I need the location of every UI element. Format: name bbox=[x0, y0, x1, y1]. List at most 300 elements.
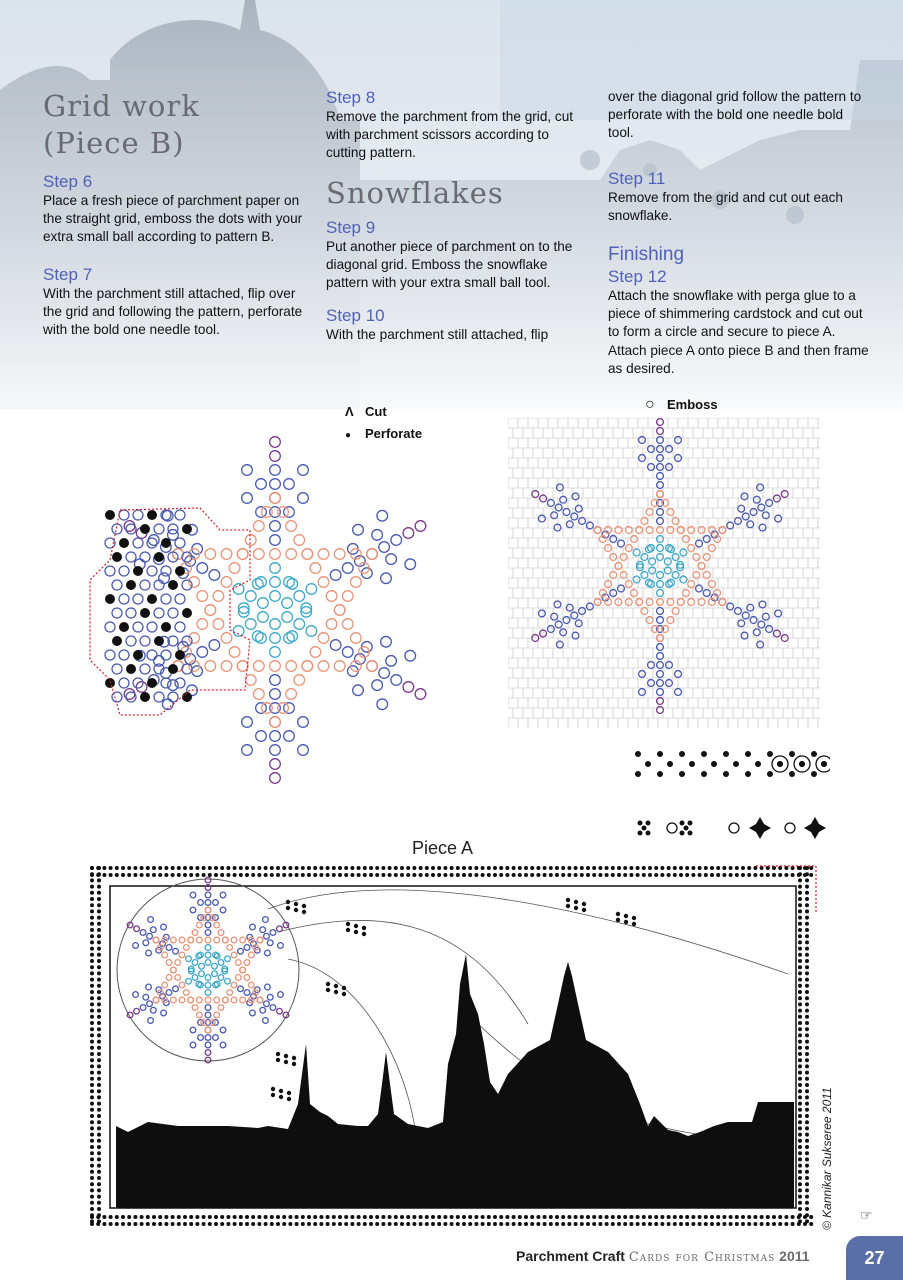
perforation-dot bbox=[97, 1021, 101, 1025]
perforation-dot bbox=[798, 965, 802, 969]
emboss-dot bbox=[286, 661, 297, 672]
emboss-dot bbox=[188, 997, 194, 1003]
perforation-dot bbox=[109, 1222, 113, 1226]
perforation-dot bbox=[369, 866, 373, 870]
perforation-dot bbox=[685, 1215, 689, 1219]
perforation-dot bbox=[133, 866, 137, 870]
perforation-dot bbox=[487, 1222, 491, 1226]
emboss-dot bbox=[196, 1012, 202, 1018]
emboss-dot bbox=[657, 644, 664, 651]
emboss-dot bbox=[242, 493, 253, 504]
emboss-dot bbox=[205, 1005, 211, 1011]
emboss-dot bbox=[594, 599, 601, 606]
emboss-dot bbox=[229, 647, 240, 658]
perforation-dot bbox=[805, 1064, 809, 1068]
emboss-dot bbox=[298, 493, 309, 504]
perforation-dot bbox=[805, 1145, 809, 1149]
emboss-dot bbox=[150, 927, 156, 933]
emboss-dot bbox=[168, 680, 179, 691]
emboss-dot bbox=[646, 527, 653, 534]
emboss-dot bbox=[758, 621, 765, 628]
emboss-dot bbox=[179, 937, 185, 943]
perforation-dot bbox=[97, 1046, 101, 1050]
perforation-dot bbox=[90, 1015, 94, 1019]
perforation-dot bbox=[685, 873, 689, 877]
perforation-dot bbox=[97, 885, 101, 889]
perforation-dot bbox=[264, 1222, 268, 1226]
emboss-dot bbox=[198, 900, 204, 906]
perforation-dot bbox=[431, 866, 435, 870]
perforation-dot bbox=[798, 1058, 802, 1062]
emboss-dot bbox=[140, 636, 150, 646]
emboss-dot bbox=[227, 990, 233, 996]
perforation-dot bbox=[798, 1009, 802, 1013]
emboss-dot bbox=[633, 576, 640, 583]
perforation-cluster-dot bbox=[276, 1058, 280, 1062]
perforation-dot bbox=[646, 831, 651, 836]
perforation-dot bbox=[688, 831, 693, 836]
perforation-dot bbox=[301, 1215, 305, 1219]
perforation-dot bbox=[363, 866, 367, 870]
emboss-dot bbox=[579, 608, 586, 615]
emboss-dot bbox=[657, 608, 664, 615]
perforation-cluster-dot bbox=[286, 900, 290, 904]
perforation-dot bbox=[90, 903, 94, 907]
perforation-dot bbox=[307, 1222, 311, 1226]
perforation-dot bbox=[462, 873, 466, 877]
emboss-dot bbox=[351, 633, 362, 644]
step12-text: Attach the snowflake with perga glue to a piece of shimmering cardstock and cut out to form a circle and secure to piece A. Attach piece A onto piece B and then frame as desired. bbox=[608, 288, 869, 376]
perforation-dot bbox=[326, 873, 330, 877]
emboss-dot bbox=[741, 493, 748, 500]
emboss-dot bbox=[759, 601, 766, 608]
perforation-dot bbox=[462, 1215, 466, 1219]
perforation-dot bbox=[679, 1222, 683, 1226]
emboss-dot bbox=[551, 613, 558, 620]
perforation-dot bbox=[723, 751, 729, 757]
perforation-dot bbox=[679, 1215, 683, 1219]
perforation-dot bbox=[146, 1222, 150, 1226]
perforation-dot bbox=[611, 1215, 615, 1219]
perforation-cluster-dot bbox=[286, 906, 290, 910]
perforation-dot bbox=[735, 1215, 739, 1219]
emboss-dot bbox=[719, 599, 726, 606]
perforation-dot bbox=[388, 866, 392, 870]
perforation-dot bbox=[623, 1215, 627, 1219]
perforation-dot bbox=[97, 922, 101, 926]
perforation-dot bbox=[574, 1222, 578, 1226]
perforation-dot bbox=[257, 1222, 261, 1226]
emboss-dot bbox=[270, 717, 281, 728]
perforation-dot bbox=[127, 1215, 131, 1219]
perforation-dot bbox=[97, 909, 101, 913]
perforation-dot bbox=[90, 1133, 94, 1137]
emboss-dot bbox=[639, 437, 646, 444]
emboss-dot bbox=[140, 580, 150, 590]
perforation-dot bbox=[140, 1222, 144, 1226]
perforate-dot-icon: ● bbox=[345, 430, 352, 441]
perforation-dot bbox=[784, 1222, 788, 1226]
perforation-dot bbox=[90, 1219, 94, 1223]
perforation-dot bbox=[425, 1215, 429, 1219]
perforation-dot bbox=[805, 1219, 809, 1223]
perforation-dot bbox=[698, 1215, 702, 1219]
emboss-dot bbox=[198, 1035, 204, 1041]
perforation-dot bbox=[580, 873, 584, 877]
emboss-dot bbox=[696, 585, 703, 592]
perforation-dot bbox=[164, 1215, 168, 1219]
perforation-dot bbox=[716, 1222, 720, 1226]
emboss-dot bbox=[415, 521, 426, 532]
perforation-dot bbox=[245, 1222, 249, 1226]
perforation-dot bbox=[208, 1222, 212, 1226]
perforation-dot bbox=[561, 873, 565, 877]
perforation-dot bbox=[811, 771, 817, 777]
emboss-dot bbox=[306, 584, 317, 595]
perforation-dot bbox=[805, 1077, 809, 1081]
emboss-dot bbox=[222, 937, 228, 943]
perforation-dot bbox=[456, 873, 460, 877]
perforation-dot bbox=[798, 1151, 802, 1155]
perforation-dot bbox=[805, 1188, 809, 1192]
step11-title: Step 11 bbox=[608, 168, 666, 188]
perforation-dot bbox=[667, 1215, 671, 1219]
emboss-dot bbox=[196, 922, 202, 928]
perforation-dot bbox=[97, 1064, 101, 1068]
perforation-dot bbox=[338, 866, 342, 870]
perforation-dot bbox=[598, 873, 602, 877]
perforation-dot bbox=[220, 1222, 224, 1226]
perforation-dot bbox=[805, 878, 809, 882]
perforation-dot bbox=[586, 1222, 590, 1226]
decorative-curve bbox=[278, 920, 528, 1024]
perforation-dot bbox=[684, 826, 689, 831]
perforation-dot bbox=[313, 866, 317, 870]
emboss-dot bbox=[657, 662, 664, 669]
emboss-dot bbox=[242, 717, 253, 728]
perforation-dot bbox=[133, 650, 143, 660]
emboss-dot bbox=[190, 892, 196, 898]
emboss-dot bbox=[244, 990, 250, 996]
perforation-dot bbox=[400, 1222, 404, 1226]
perforation-dot bbox=[239, 1222, 243, 1226]
emboss-dot bbox=[538, 515, 545, 522]
emboss-dot bbox=[342, 619, 353, 630]
emboss-dot bbox=[196, 937, 202, 943]
emboss-dot bbox=[134, 926, 140, 932]
emboss-dot bbox=[657, 581, 664, 588]
emboss-dot bbox=[205, 945, 211, 951]
emboss-dot bbox=[205, 922, 211, 928]
perforation-dot bbox=[319, 866, 323, 870]
perforation-dot bbox=[121, 1215, 125, 1219]
perforation-dot bbox=[755, 761, 761, 767]
perforation-dot bbox=[536, 866, 540, 870]
emboss-dot bbox=[147, 566, 157, 576]
perforation-dot bbox=[140, 873, 144, 877]
perforation-cluster-dot bbox=[342, 986, 346, 990]
emboss-dot bbox=[735, 608, 742, 615]
perforation-dot bbox=[97, 996, 101, 1000]
perforation-dot bbox=[805, 990, 809, 994]
perforation-dot bbox=[102, 1222, 106, 1226]
emboss-dot bbox=[633, 549, 640, 556]
perforation-cluster-dot bbox=[582, 908, 586, 912]
emboss-dot bbox=[636, 527, 643, 534]
perforation-dot bbox=[605, 1215, 609, 1219]
perforation-dot bbox=[257, 866, 261, 870]
emboss-dot bbox=[750, 509, 757, 516]
emboss-dot bbox=[766, 500, 773, 507]
emboss-dot bbox=[294, 675, 305, 686]
perforation-dot bbox=[133, 1222, 137, 1226]
perforation-dot bbox=[177, 1222, 181, 1226]
perforation-dot bbox=[657, 771, 663, 777]
emboss-dot bbox=[645, 546, 652, 553]
perforation-dot bbox=[90, 959, 94, 963]
emboss-dot bbox=[205, 900, 211, 906]
perforation-dot bbox=[574, 873, 578, 877]
perforation-dot bbox=[798, 1064, 802, 1068]
perforation-dot bbox=[344, 1215, 348, 1219]
emboss-dot bbox=[318, 633, 329, 644]
perforation-dot bbox=[636, 866, 640, 870]
emboss-dot bbox=[245, 675, 256, 686]
perforation-dot bbox=[745, 751, 751, 757]
emboss-dot bbox=[214, 1012, 220, 1018]
perforation-dot bbox=[505, 1222, 509, 1226]
emboss-dot bbox=[162, 982, 168, 988]
emboss-dot bbox=[563, 509, 570, 516]
emboss-dot bbox=[175, 975, 181, 981]
perforation-dot bbox=[276, 1222, 280, 1226]
emboss-dot bbox=[282, 612, 293, 623]
emboss-dot bbox=[693, 572, 700, 579]
emboss-dot bbox=[133, 943, 139, 949]
perforation-dot bbox=[97, 1139, 101, 1143]
emboss-dot bbox=[192, 1005, 198, 1011]
footer-credit bbox=[516, 1248, 810, 1265]
emboss-dot bbox=[667, 823, 677, 833]
perforation-dot bbox=[691, 873, 695, 877]
perforation-dot bbox=[586, 873, 590, 877]
emboss-dot bbox=[220, 907, 226, 913]
perforation-dot bbox=[805, 1102, 809, 1106]
step12-title: Step 12 bbox=[608, 267, 667, 287]
emboss-dot bbox=[270, 1005, 276, 1011]
perforation-dot bbox=[798, 1157, 802, 1161]
perforation-dot bbox=[574, 866, 578, 870]
perforation-dot bbox=[549, 1222, 553, 1226]
perforation-dot bbox=[805, 1033, 809, 1037]
emboss-dot bbox=[330, 570, 341, 581]
perforation-dot bbox=[189, 873, 193, 877]
emboss-dot bbox=[231, 952, 237, 958]
emboss-dot bbox=[278, 992, 284, 998]
perforation-dot bbox=[202, 1222, 206, 1226]
perforation-dot bbox=[97, 1145, 101, 1149]
perforation-dot bbox=[735, 866, 739, 870]
perforation-dot bbox=[369, 1222, 373, 1226]
decorative-curve bbox=[268, 890, 788, 974]
emboss-dot bbox=[205, 982, 211, 988]
perforation-dot bbox=[623, 873, 627, 877]
perforation-dot bbox=[805, 909, 809, 913]
emboss-dot bbox=[147, 650, 157, 660]
heading-line-2: (Piece B) bbox=[43, 126, 185, 160]
perforation-dot bbox=[598, 1215, 602, 1219]
emboss-dot bbox=[245, 619, 256, 630]
step10-continued-text: over the diagonal grid follow the pattern to perforate with the bold one needle bold tool. bbox=[608, 89, 862, 141]
emboss-dot bbox=[657, 653, 664, 660]
emboss-dot bbox=[166, 945, 172, 951]
emboss-dot bbox=[693, 554, 700, 561]
perforation-dot bbox=[115, 873, 119, 877]
emboss-dot bbox=[270, 437, 281, 448]
perforation-dot bbox=[636, 1215, 640, 1219]
perforation-dot bbox=[567, 873, 571, 877]
emboss-dot bbox=[240, 937, 246, 943]
perforation-dot bbox=[499, 873, 503, 877]
perforation-dot bbox=[419, 873, 423, 877]
perforation-dot bbox=[805, 1120, 809, 1124]
emboss-dot bbox=[675, 671, 682, 678]
perforation-dot bbox=[689, 761, 695, 767]
perforation-dot bbox=[319, 1222, 323, 1226]
perforation-dot bbox=[437, 1222, 441, 1226]
perforation-dot bbox=[805, 1040, 809, 1044]
emboss-dot bbox=[781, 491, 788, 498]
copyright-text: © Kannikar Sukseree 2011 bbox=[820, 1087, 834, 1230]
perforation-dot bbox=[499, 1215, 503, 1219]
perforation-dot bbox=[555, 1222, 559, 1226]
perforation-dot bbox=[543, 866, 547, 870]
perforation-dot bbox=[766, 873, 770, 877]
emboss-dot bbox=[556, 641, 563, 648]
perforation-dot bbox=[648, 1222, 652, 1226]
perforation-dot bbox=[394, 873, 398, 877]
perforation-dot bbox=[288, 1215, 292, 1219]
emboss-dot bbox=[575, 620, 582, 627]
perforation-dot bbox=[611, 1222, 615, 1226]
emboss-dot bbox=[252, 631, 263, 642]
emboss-dot bbox=[161, 678, 171, 688]
perforation-dot bbox=[809, 1222, 813, 1226]
perforation-dot bbox=[673, 866, 677, 870]
perforation-dot bbox=[798, 1126, 802, 1130]
emboss-dot bbox=[147, 1001, 153, 1007]
perforation-dot bbox=[805, 1164, 809, 1168]
perforation-dot bbox=[301, 873, 305, 877]
perforation-dot bbox=[518, 1215, 522, 1219]
emboss-dot bbox=[248, 952, 254, 958]
emboss-dot bbox=[212, 963, 218, 969]
emboss-dot bbox=[205, 661, 216, 672]
perforation-dot bbox=[574, 1215, 578, 1219]
perforation-dot bbox=[119, 622, 129, 632]
piece-a-pattern bbox=[88, 864, 818, 1228]
emboss-dot bbox=[148, 917, 154, 923]
perforation-dot bbox=[617, 873, 621, 877]
emboss-dot bbox=[161, 924, 167, 930]
perforation-dot bbox=[90, 1009, 94, 1013]
perforation-dot bbox=[518, 873, 522, 877]
perforation-dot bbox=[164, 1222, 168, 1226]
perforation-dot bbox=[443, 1222, 447, 1226]
emboss-dot bbox=[372, 530, 383, 541]
perforation-dot bbox=[90, 872, 94, 876]
emboss-dot bbox=[641, 572, 648, 579]
perforation-dot bbox=[805, 1213, 809, 1217]
perforation-dot bbox=[645, 761, 651, 767]
perforation-dot bbox=[214, 873, 218, 877]
perforation-dot bbox=[805, 1201, 809, 1205]
perforation-dot bbox=[425, 873, 429, 877]
emboss-dot bbox=[154, 692, 164, 702]
perforation-dot bbox=[805, 1002, 809, 1006]
perforation-dot bbox=[468, 866, 472, 870]
perforation-dot bbox=[805, 872, 809, 876]
perforation-dot bbox=[90, 1201, 94, 1205]
emboss-dot bbox=[119, 566, 129, 576]
emboss-dot bbox=[547, 500, 554, 507]
snowflake-circle bbox=[117, 879, 299, 1061]
emboss-dot bbox=[641, 608, 648, 615]
emboss-dot bbox=[318, 549, 329, 560]
perforation-dot bbox=[437, 1215, 441, 1219]
emboss-dot bbox=[657, 698, 664, 705]
pattern-b-snowflake bbox=[80, 430, 460, 800]
emboss-dot bbox=[267, 940, 273, 946]
perforation-dot bbox=[90, 984, 94, 988]
perforation-dot bbox=[90, 1040, 94, 1044]
emboss-dot bbox=[171, 967, 177, 973]
perforation-dot bbox=[722, 866, 726, 870]
perforation-dot bbox=[710, 866, 714, 870]
perforation-dot bbox=[798, 971, 802, 975]
city-skyline-silhouette bbox=[116, 954, 794, 1208]
perforation-dot bbox=[487, 1215, 491, 1219]
emboss-dot bbox=[571, 513, 578, 520]
perforation-dot bbox=[642, 1222, 646, 1226]
perforation-dot bbox=[805, 928, 809, 932]
perforation-dot bbox=[747, 1222, 751, 1226]
emboss-dot bbox=[257, 997, 263, 1003]
perforation-dot bbox=[805, 978, 809, 982]
emboss-dot bbox=[270, 689, 281, 700]
emboss-dot bbox=[175, 678, 185, 688]
perforation-dot bbox=[710, 1215, 714, 1219]
perforation-dot bbox=[468, 1215, 472, 1219]
perforation-dot bbox=[282, 866, 286, 870]
perforation-dot bbox=[90, 953, 94, 957]
perforation-dot bbox=[704, 1215, 708, 1219]
perforation-dot bbox=[805, 965, 809, 969]
perforation-dot bbox=[805, 953, 809, 957]
perforation-dot bbox=[344, 866, 348, 870]
perforation-dot bbox=[202, 866, 206, 870]
finishing-heading: Finishing bbox=[608, 244, 685, 266]
perforation-dot bbox=[598, 866, 602, 870]
perforation-dot bbox=[375, 1215, 379, 1219]
perforation-dot bbox=[307, 1215, 311, 1219]
perforation-dot bbox=[673, 1222, 677, 1226]
emboss-dot bbox=[657, 707, 664, 714]
emboss-dot bbox=[762, 613, 769, 620]
emboss-dot bbox=[615, 527, 622, 534]
emboss-dot bbox=[270, 633, 281, 644]
emboss-dot bbox=[649, 558, 656, 565]
